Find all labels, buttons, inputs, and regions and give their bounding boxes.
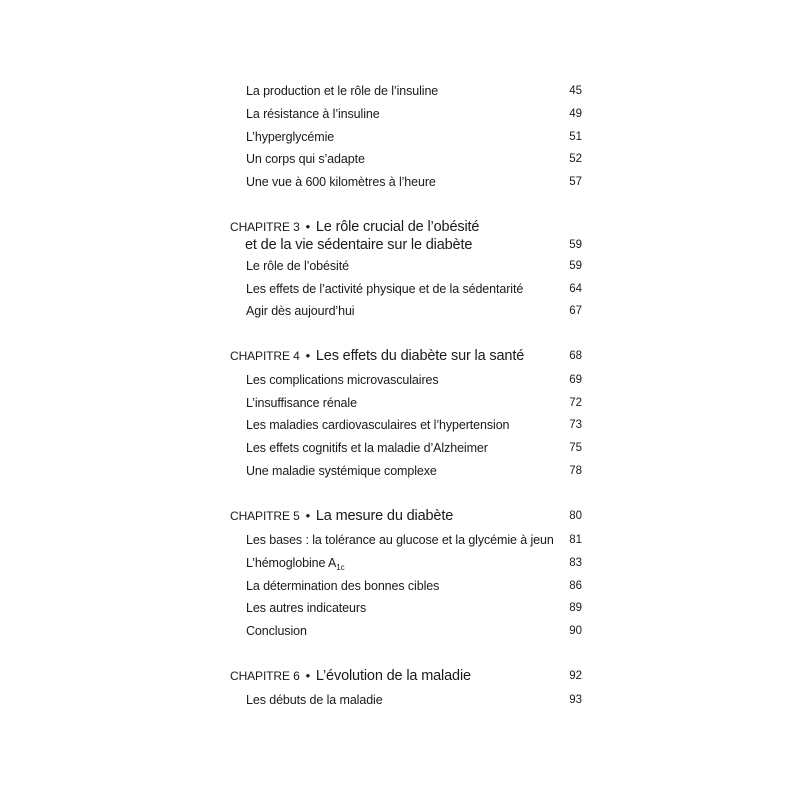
toc-entry-label-text: L’hémoglobine A	[246, 556, 337, 570]
toc-entry[interactable]	[0, 173, 800, 191]
toc-entry-page: 49	[569, 108, 582, 120]
toc-entry[interactable]	[0, 150, 800, 168]
toc-entry[interactable]	[0, 691, 800, 709]
toc-entry-page: 90	[569, 625, 582, 637]
toc-entry-label: Les complications microvasculaires	[246, 373, 439, 387]
chapter-title: Les effets du diabète sur la santé	[315, 348, 525, 364]
toc-entry-label: Une maladie systémique complexe	[246, 464, 437, 478]
toc-entry[interactable]	[0, 439, 800, 457]
toc-entry-label: Les effets cognitifs et la maladie d’Alzheimer	[246, 441, 488, 455]
toc-entry-page: 69	[569, 374, 582, 386]
toc-entry[interactable]	[0, 128, 800, 146]
toc-entry[interactable]	[0, 462, 800, 480]
toc-entry-page: 93	[569, 694, 582, 706]
toc-entry-label: Les autres indicateurs	[246, 601, 367, 615]
toc-entry-page: 86	[569, 580, 582, 592]
toc-entry[interactable]	[0, 394, 800, 412]
toc-entry[interactable]	[0, 105, 800, 123]
toc-entry-label: Les bases : la tolérance au glucose et la glycémie à jeun	[246, 533, 554, 547]
toc-entry-label: Les effets de l’activité physique et de la sédentarité	[246, 282, 524, 296]
toc-entry-label: Les maladies cardiovasculaires et l’hypertension	[246, 418, 510, 432]
toc-entry[interactable]	[0, 599, 800, 617]
toc-entry-page: 67	[569, 305, 582, 317]
toc-entry-page: 89	[569, 602, 582, 614]
chapter-number: CHAPITRE 6	[230, 669, 300, 683]
toc-entry-label: La production et le rôle de l’insuline	[246, 84, 439, 98]
toc-entry-label: La détermination des bonnes cibles	[246, 579, 440, 593]
toc-entry-page: 81	[569, 534, 582, 546]
toc-entry[interactable]	[0, 577, 800, 595]
toc-entry-label: Une vue à 600 kilomètres à l’heure	[246, 175, 436, 189]
toc-entry-page: 52	[569, 153, 582, 165]
toc-entry-label: Le rôle de l’obésité	[246, 259, 349, 273]
chapter-title: L’évolution de la maladie	[315, 668, 471, 684]
toc-entry-page: 72	[569, 397, 582, 409]
toc-entry-page: 59	[569, 260, 582, 272]
toc-entry-label: Les débuts de la maladie	[246, 693, 383, 707]
bullet-icon: •	[305, 348, 310, 363]
toc-entry[interactable]	[0, 554, 800, 572]
toc-entry-page: 75	[569, 442, 582, 454]
bullet-icon: •	[305, 508, 310, 523]
toc-entry[interactable]	[0, 622, 800, 640]
toc-entry-label: L’hyperglycémie	[246, 130, 335, 144]
chapter-heading[interactable]	[230, 218, 590, 254]
toc-entry-page: 73	[569, 419, 582, 431]
chapter-page: 80	[569, 510, 582, 522]
toc-entry-page: 83	[569, 557, 582, 569]
chapter-page: 68	[569, 350, 582, 362]
chapter-number: CHAPITRE 4	[230, 349, 300, 363]
toc-entry[interactable]	[0, 280, 800, 298]
toc-entry-page: 64	[569, 283, 582, 295]
chapter-heading[interactable]	[230, 347, 590, 365]
toc-entry[interactable]	[0, 416, 800, 434]
chapter-title-continued: et de la vie sédentaire sur le diabète	[245, 237, 473, 253]
chapter-number: CHAPITRE 5	[230, 509, 300, 523]
toc-entry-page: 51	[569, 131, 582, 143]
chapter-title: Le rôle crucial de l’obésité	[315, 219, 480, 235]
subscript: 1c	[336, 563, 345, 572]
chapter-page: 92	[569, 670, 582, 682]
bullet-icon: •	[305, 219, 310, 234]
toc-entry[interactable]	[0, 257, 800, 275]
toc-entry-label: Agir dès aujourd’hui	[246, 304, 355, 318]
toc-entry-label: La résistance à l’insuline	[246, 107, 380, 121]
toc-entry-label	[246, 554, 345, 574]
toc-entry[interactable]	[0, 531, 800, 549]
toc-entry[interactable]	[0, 371, 800, 389]
chapter-number: CHAPITRE 3	[230, 220, 300, 234]
toc-entry-page: 57	[569, 176, 582, 188]
toc-entry-page: 45	[569, 85, 582, 97]
chapter-heading[interactable]	[230, 667, 590, 685]
toc-entry-label: L’insuffisance rénale	[246, 396, 357, 410]
toc-entry-label: Conclusion	[246, 624, 307, 638]
chapter-page: 59	[569, 239, 582, 251]
toc-entry[interactable]	[0, 82, 800, 100]
toc-entry[interactable]	[0, 302, 800, 320]
toc-entry-label: Un corps qui s’adapte	[246, 152, 365, 166]
toc-entry-page: 78	[569, 465, 582, 477]
bullet-icon: •	[305, 668, 310, 683]
chapter-title: La mesure du diabète	[315, 508, 454, 524]
chapter-heading[interactable]	[230, 507, 590, 525]
